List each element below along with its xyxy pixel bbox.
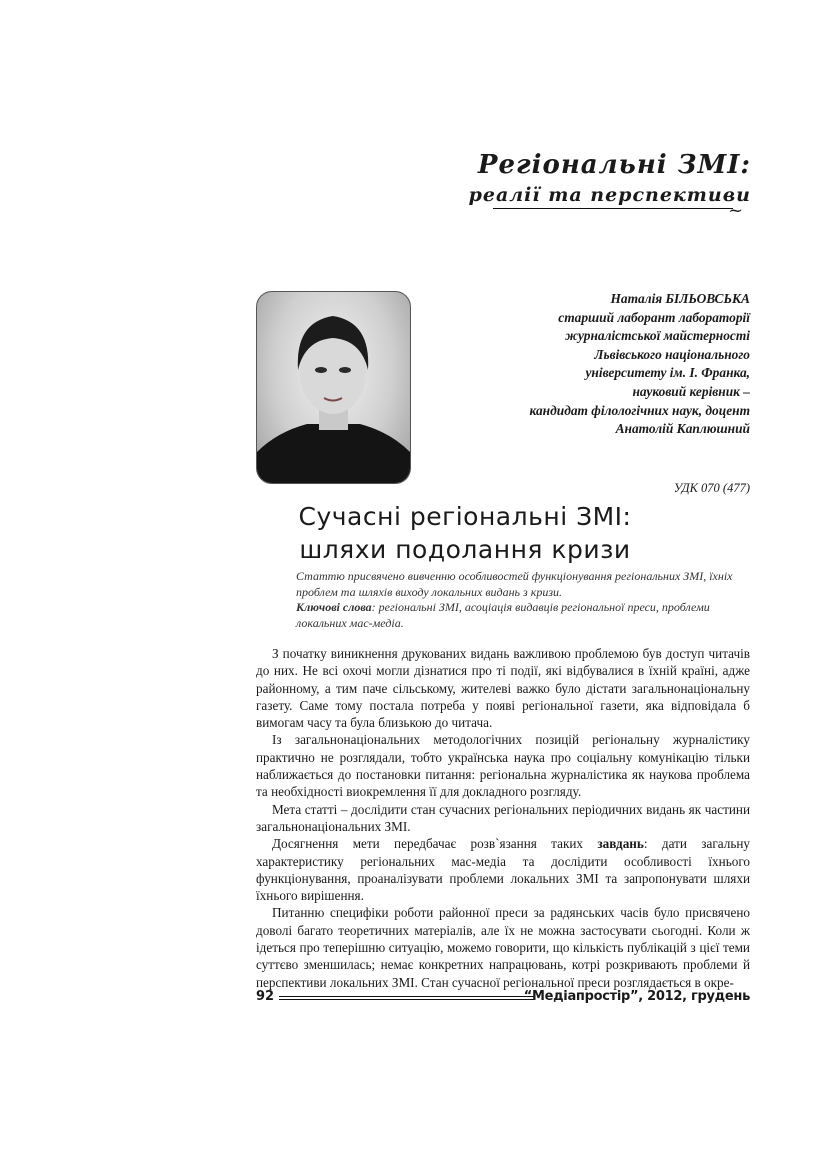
tasks-label: завдань <box>597 836 644 852</box>
article-body <box>256 645 750 991</box>
abstract <box>296 569 750 631</box>
paragraph <box>256 835 750 904</box>
author-portrait-icon <box>257 292 410 483</box>
paragraph <box>256 801 750 836</box>
udk-code: УДК 070 (477) <box>673 481 750 495</box>
paragraph-text: статті – дослідити стан сучасних регіональних періодичних видань як частини загальнонаціональних ЗМІ. <box>256 801 750 834</box>
flourish-icon: ~ <box>728 200 744 221</box>
section-title-underline <box>493 208 733 209</box>
paragraph: Питанню специфіки роботи районної преси за радянських часів було присвячено доволі багато теоретичних матеріалів, але їх не можна застосувати сьогодні. Коли ж ідеться про теперішню ситуацію, можемо говорити, що кількість публікацій з цієї теми суттєво зменшилась; немає конкретних напрацювань, котрі розкривають проблеми й перспективи локальних ЗМІ. Стан сучасної регіональної преси розглядається в окре- <box>256 905 750 990</box>
author-name: Наталія БІЛЬОВСЬКА <box>610 291 750 306</box>
publication-name: “Медіапростір”, 2012, грудень <box>523 989 750 1004</box>
author-line: науковий керівник – <box>632 383 750 399</box>
article-title-line2: шляхи подолання кризи <box>299 535 631 564</box>
author-block <box>530 290 750 439</box>
abstract-text: Статтю присвячено вивченню особливостей функціонування регіональних ЗМІ, їхніх проблем та шляхів виходу локальних видань з кризи. <box>296 569 733 599</box>
keywords-label: Ключові слова <box>296 600 372 615</box>
keywords <box>296 600 750 631</box>
goal-label: Мета <box>272 801 302 817</box>
footer-rule <box>279 996 534 1000</box>
paragraph-text: : дати загальну характеристику регіональних мас-медіа та дослідити особливості їхнього функціонування, проаналізувати проблеми локальних ЗМІ та запропонувати шляхи їхнього вирішення. <box>256 836 750 904</box>
author-line: старший лаборант лабораторії <box>558 309 750 325</box>
article-title-line1: Сучасні регіональні ЗМІ: <box>298 502 632 531</box>
author-photo <box>256 291 411 484</box>
section-title-line1: Регіональні ЗМІ: <box>477 150 751 180</box>
author-line: Анатолій Каплюшний <box>615 421 750 437</box>
author-line: університету ім. І. Франка, <box>585 365 750 381</box>
page-number: 92 <box>256 989 275 1004</box>
author-line: Львівського національного <box>594 346 750 362</box>
author-line: журналістської майстерності <box>565 328 750 344</box>
keywords-list: : регіональні ЗМІ, асоціація видавців регіональної преси, проблеми локальних мас-медіа. <box>296 600 710 630</box>
paragraph-text: Досягнення мети передбачає розв`язання таких <box>272 836 598 852</box>
paragraph: Із загальнонаціональних методологічних позицій регіональну журналістику практично не розглядали, тобто українська наука про соціальну комунікацію тільки наближається до постановки питання: регіональна журналістика як наукова проблема та необхідності виокремлення її для докладного розгляду. <box>256 732 750 800</box>
author-line: кандидат філологічних наук, доцент <box>529 402 750 418</box>
section-title-line2: реалії та перспективи <box>468 184 751 206</box>
paragraph: З початку виникнення друкованих видань важливою проблемою був доступ читачів до них. Не всі охочі могли дізнатися про ті події, які відбувалися в їхній країні, адже районному, а тим паче сільському, жителеві важко було дістати загальнонаціональну газету. Саме тому постала потреба у появі регіональної газети, яка відповідала б вимогам часу та була близькою до читача. <box>256 646 750 731</box>
